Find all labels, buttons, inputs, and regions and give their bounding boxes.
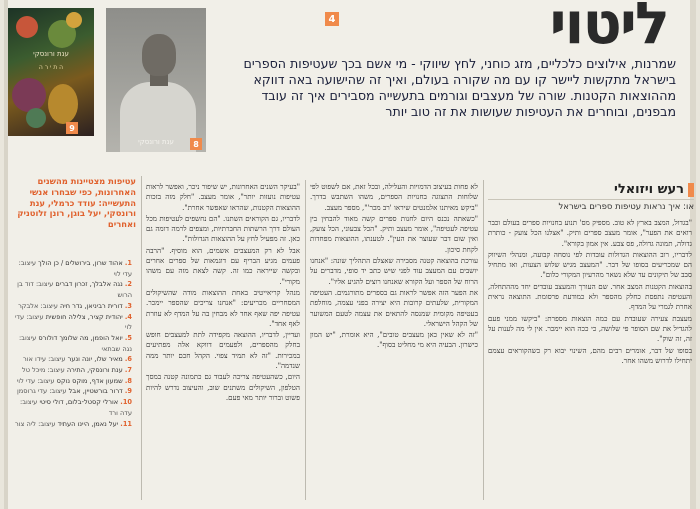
credits-item-editor: עיצוב: אלבקר xyxy=(18,301,58,310)
credits-item xyxy=(10,365,132,376)
article-headline xyxy=(488,182,694,197)
portrait-head xyxy=(142,34,176,76)
article-subheadline: או: איך נראות עטיפות ספרים בישראל xyxy=(488,199,694,213)
credits-intro: עטיפות מצטיינות מהשנים האחרונות, כפי שבחרו אנשי התעשייה: עודד כרמלי, ענת ורונסקי, יעל בוגן, רונן זלוטניק ואחרים xyxy=(17,176,136,230)
book-cover-number: 9 xyxy=(66,122,78,134)
column-3-paragraph: ועדיין, לדבריו, ההוצאה מקפידה לתת למעצבים חופש בחלק מהספרים, ולפעמים דווקא אלה מפתיעים במכירות. "זה לא תמיד צפוי. הקהל חכם יותר ממה שנדמה". xyxy=(146,330,300,371)
magazine-page xyxy=(4,0,696,509)
column-3-paragraph: "בעיקר השנים האחרונות, יש שיפור ניכר, ואפשר לראות עטיפות נועזות יותר", אומר מעצב. "חלק מזה בזכות ההוצאות הקטנות, שהראו שאפשר אחרת". xyxy=(146,182,300,212)
column-divider xyxy=(483,180,484,500)
text-column-3 xyxy=(146,182,300,502)
credits-item xyxy=(10,386,132,397)
credits-item-text: אורלי קסטל-בלום, דולי סיטי xyxy=(39,398,119,407)
column-3-paragraph: לדבריו, גם הקוראים השתנו. "הם נחשפים לעטיפות מכל העולם דרך הרשתות החברתיות, ומצפים לרמה דומה גם כאן. זה מפעיל לחץ על ההוצאות הגדולות". xyxy=(146,213,300,244)
page-title: ליטוי xyxy=(549,0,668,57)
column-1-paragraph: בהוצאות הקטנות המצב אחר. שם העורך והמעצב עובדים יחד מההתחלה, והעטיפה נתפסת כחלק מהספר ולא כמודעת פרסומת. התוצאה נראית אחרת לגמרי על המדף. xyxy=(488,281,692,312)
column-2-paragraph: את הפער הזה אפשר לראות גם בספרים מתורגמים. העטיפה המקורית, שלעתים קרובות היא יצירה בפני עצמה, מוחלפת בעטיפה מקומית שמנסה להתאים את עצמה לטעם המשוער של הקהל הישראלי. xyxy=(310,287,478,328)
lead-paragraph xyxy=(214,56,676,120)
book-cover-title: ענת ורונסקי xyxy=(33,50,69,58)
credits-item-text: יהודית קציר, צלילה חופשית xyxy=(45,312,123,321)
credits-item-number: 7. xyxy=(124,366,132,375)
credits-item-editor: עיצוב: עידו אור xyxy=(23,355,66,364)
column-1-paragraph: בסופו של דבר, אומרים רבים מהם, השינוי יבוא רק כשהקוראים עצמם יתחילו לדרוש משהו אחר. xyxy=(488,345,692,365)
text-column-1 xyxy=(488,218,692,506)
column-3-paragraph: אבל לא רק המעצבים אשמים, הוא מוסיף. "הרבה פעמים מגיע הבריף עם דוגמאות של ספרים אחרים ובקשה שייראה כמו זה. קשה לצאת מזה עם משהו מקורי". xyxy=(146,245,300,286)
credits-item-editor: עיצוב: עדי לוי xyxy=(16,376,55,385)
credits-item-text: שמעון אדף, מוקס נוקס xyxy=(56,376,123,385)
article-header xyxy=(488,182,694,213)
portrait-photo xyxy=(106,8,206,152)
credits-item-text: ענת ורונסקי, התירה xyxy=(66,366,123,375)
credits-item-number: 4. xyxy=(124,312,132,321)
credits-item-text: דורית רביניאן, גדר חיה xyxy=(60,301,123,310)
credits-item-number: 2. xyxy=(124,280,132,289)
column-3-paragraph: מנהל קריאייטיב באחת ההוצאות מודה שהשיקולים המסחריים מכריעים: "אנחנו צריכים שהספר יימכר. עטיפה יפה שאף אחד לא מבחין בה על המדף לא עוזרת לאף אחד". xyxy=(146,287,300,328)
credits-item-editor: עיצוב: נגה שבתאי xyxy=(18,333,132,353)
book-cover-image xyxy=(8,8,94,136)
credits-item-editor: עיצוב: עדי גרוסמן xyxy=(17,387,67,396)
credits-item xyxy=(10,258,132,279)
credits-item-number: 5. xyxy=(124,333,132,342)
credits-item-number: 10. xyxy=(120,398,132,407)
credits-item-text: מאיר שלו, יונה ונער xyxy=(67,355,123,364)
portrait-caption: ענת ורונסקי xyxy=(138,137,174,146)
lead-text: שמרנות, אילוצים כלכליים, מזג כוחני, לחץ שיווקי - מי אשם בכך שעטיפות הספרים בישראל מתקשות ליישר קו עם מה שקורה בעולם, ואיך זה שהישועה באה דווקא מההוצאות הקטנות. שורה של מעצבים וגורמים בתעשייה מסבירים איך זה עובד מבפנים, ובוחרים את העטיפות שעושות את זה טוב יותר xyxy=(243,56,676,119)
credits-item-editor: עיצוב: עדי לוי xyxy=(18,259,132,278)
credits-item-text: נגה אלבלך, זכרון דברים xyxy=(55,280,123,289)
credits-item-number: 11. xyxy=(120,419,132,428)
section-number-badge: 4 xyxy=(325,12,339,26)
text-column-2 xyxy=(310,182,478,502)
column-1-paragraph: "בגדול, המצב בארץ לא טוב. מספיק מס' תנוע בחנויות ספרים בעולם וכבר רואים את הפער", אומר מעצב ספרים ותיק. "אצלנו הכל צועק - כותרת גדולה, תמונה גדולה, פס צבע. אין אמון בקורא". xyxy=(488,218,692,248)
credits-item-text: יעל נאמן, היינו העתיד xyxy=(57,419,119,428)
credits-item-editor: עיצוב: ליה צור xyxy=(14,419,56,428)
credits-item-editor: עיצוב: עדי לוי xyxy=(14,312,132,332)
credits-item-editor: עיצוב: עדה ורד xyxy=(19,398,132,417)
credits-list xyxy=(10,258,132,429)
column-divider xyxy=(141,176,142,500)
credits-item xyxy=(10,333,132,354)
credits-item-number: 3. xyxy=(124,301,132,310)
credits-item xyxy=(10,376,132,387)
credits-item-text: יואל הופמן, מה שלומך דולורס xyxy=(38,333,123,342)
column-2-paragraph: "כשאתה נכנס היום לחנות ספרים קשה מאוד להבחין בין עטיפה לעטיפה", אומר מעצב ותיק. "הכל צבעוני, הכל צועק, ואין שום דבר שעוצר את העין". לטענתו, ההוצאות מפחדות לקחת סיכון. xyxy=(310,213,478,254)
headline-marker xyxy=(688,183,694,197)
credits-item xyxy=(10,279,132,300)
book-cover-subtitle: ה ת י ר ה xyxy=(38,64,64,71)
credits-item-text: דרור בורשטיין, אבל xyxy=(68,387,123,396)
credits-item-editor: עיצוב: דוד בן הרוש xyxy=(17,280,132,300)
column-1-paragraph: מעצבת צעירה שעובדת עם כמה הוצאות מספרת: "ביקשו ממני פעם להגדיל את שם הסופר פי שלושה, כי ככה הוא יימכר. אין לי מה לענות על זה, זה שוק". xyxy=(488,313,692,344)
column-3-paragraph: היום, כשהעטיפה צריכה לעבוד גם כתמונה קטנה במסך הטלפון, השיקולים משתנים שוב, והעיצוב נדרש להיות פשוט וברור יותר מאי פעם. xyxy=(146,372,300,402)
credits-item xyxy=(10,312,132,333)
credits-item-editor: עיצוב: מיכל טל xyxy=(22,366,65,375)
column-1-paragraph: לדבריו, רוב ההוצאות הגדולות עובדות לפי נוסחה קבועה, ומנהלי השיווק הם שמכריעים בסופו של דבר. "המעצב מגיש שלוש הצעות, ואז מתחיל סבב של תיקונים עד שלא נשאר מהרעיון המקורי כלום". xyxy=(488,249,692,280)
credits-item xyxy=(10,397,132,418)
credits-item-text: אהוד שרון, בירושלים / כן הולך xyxy=(38,259,123,267)
portrait-number: 8 xyxy=(190,138,202,150)
column-divider xyxy=(305,180,306,500)
credits-item xyxy=(10,419,132,430)
credits-item-number: 1. xyxy=(124,259,132,267)
article-headline-text: רעש ויזואלי xyxy=(614,182,684,197)
column-2-paragraph: "זה לא שאין כאן מעצבים טובים", היא אומרת, "יש המון כישרון. הבעיה היא מי מחליט בסוף". xyxy=(310,330,478,350)
credits-item xyxy=(10,354,132,365)
credits-item-number: 8. xyxy=(124,376,132,385)
credits-item xyxy=(10,301,132,312)
credits-item-number: 9. xyxy=(124,387,132,396)
credits-item-number: 6. xyxy=(124,355,132,364)
column-2-paragraph: עורכת בהוצאה קטנה מסבירה שאצלם התהליך שונה: "אנחנו יושבים עם המעצב עוד לפני שיש כתב יד סופי, מדברים על הרוח של הספר ועל הקורא שאנחנו רוצים להגיע אליו". xyxy=(310,256,478,286)
column-2-paragraph: לא פחות בעיצוב הדמויות והעלילה, ובכל זאת, אם לשפוט לפי שלוחות התצוגה בחנויות הספרים, משהו השתבש בדרך. "ביקש מאיתנו אלמנטים שיראו 'רב מכר'", מספר מעצב. xyxy=(310,182,478,212)
